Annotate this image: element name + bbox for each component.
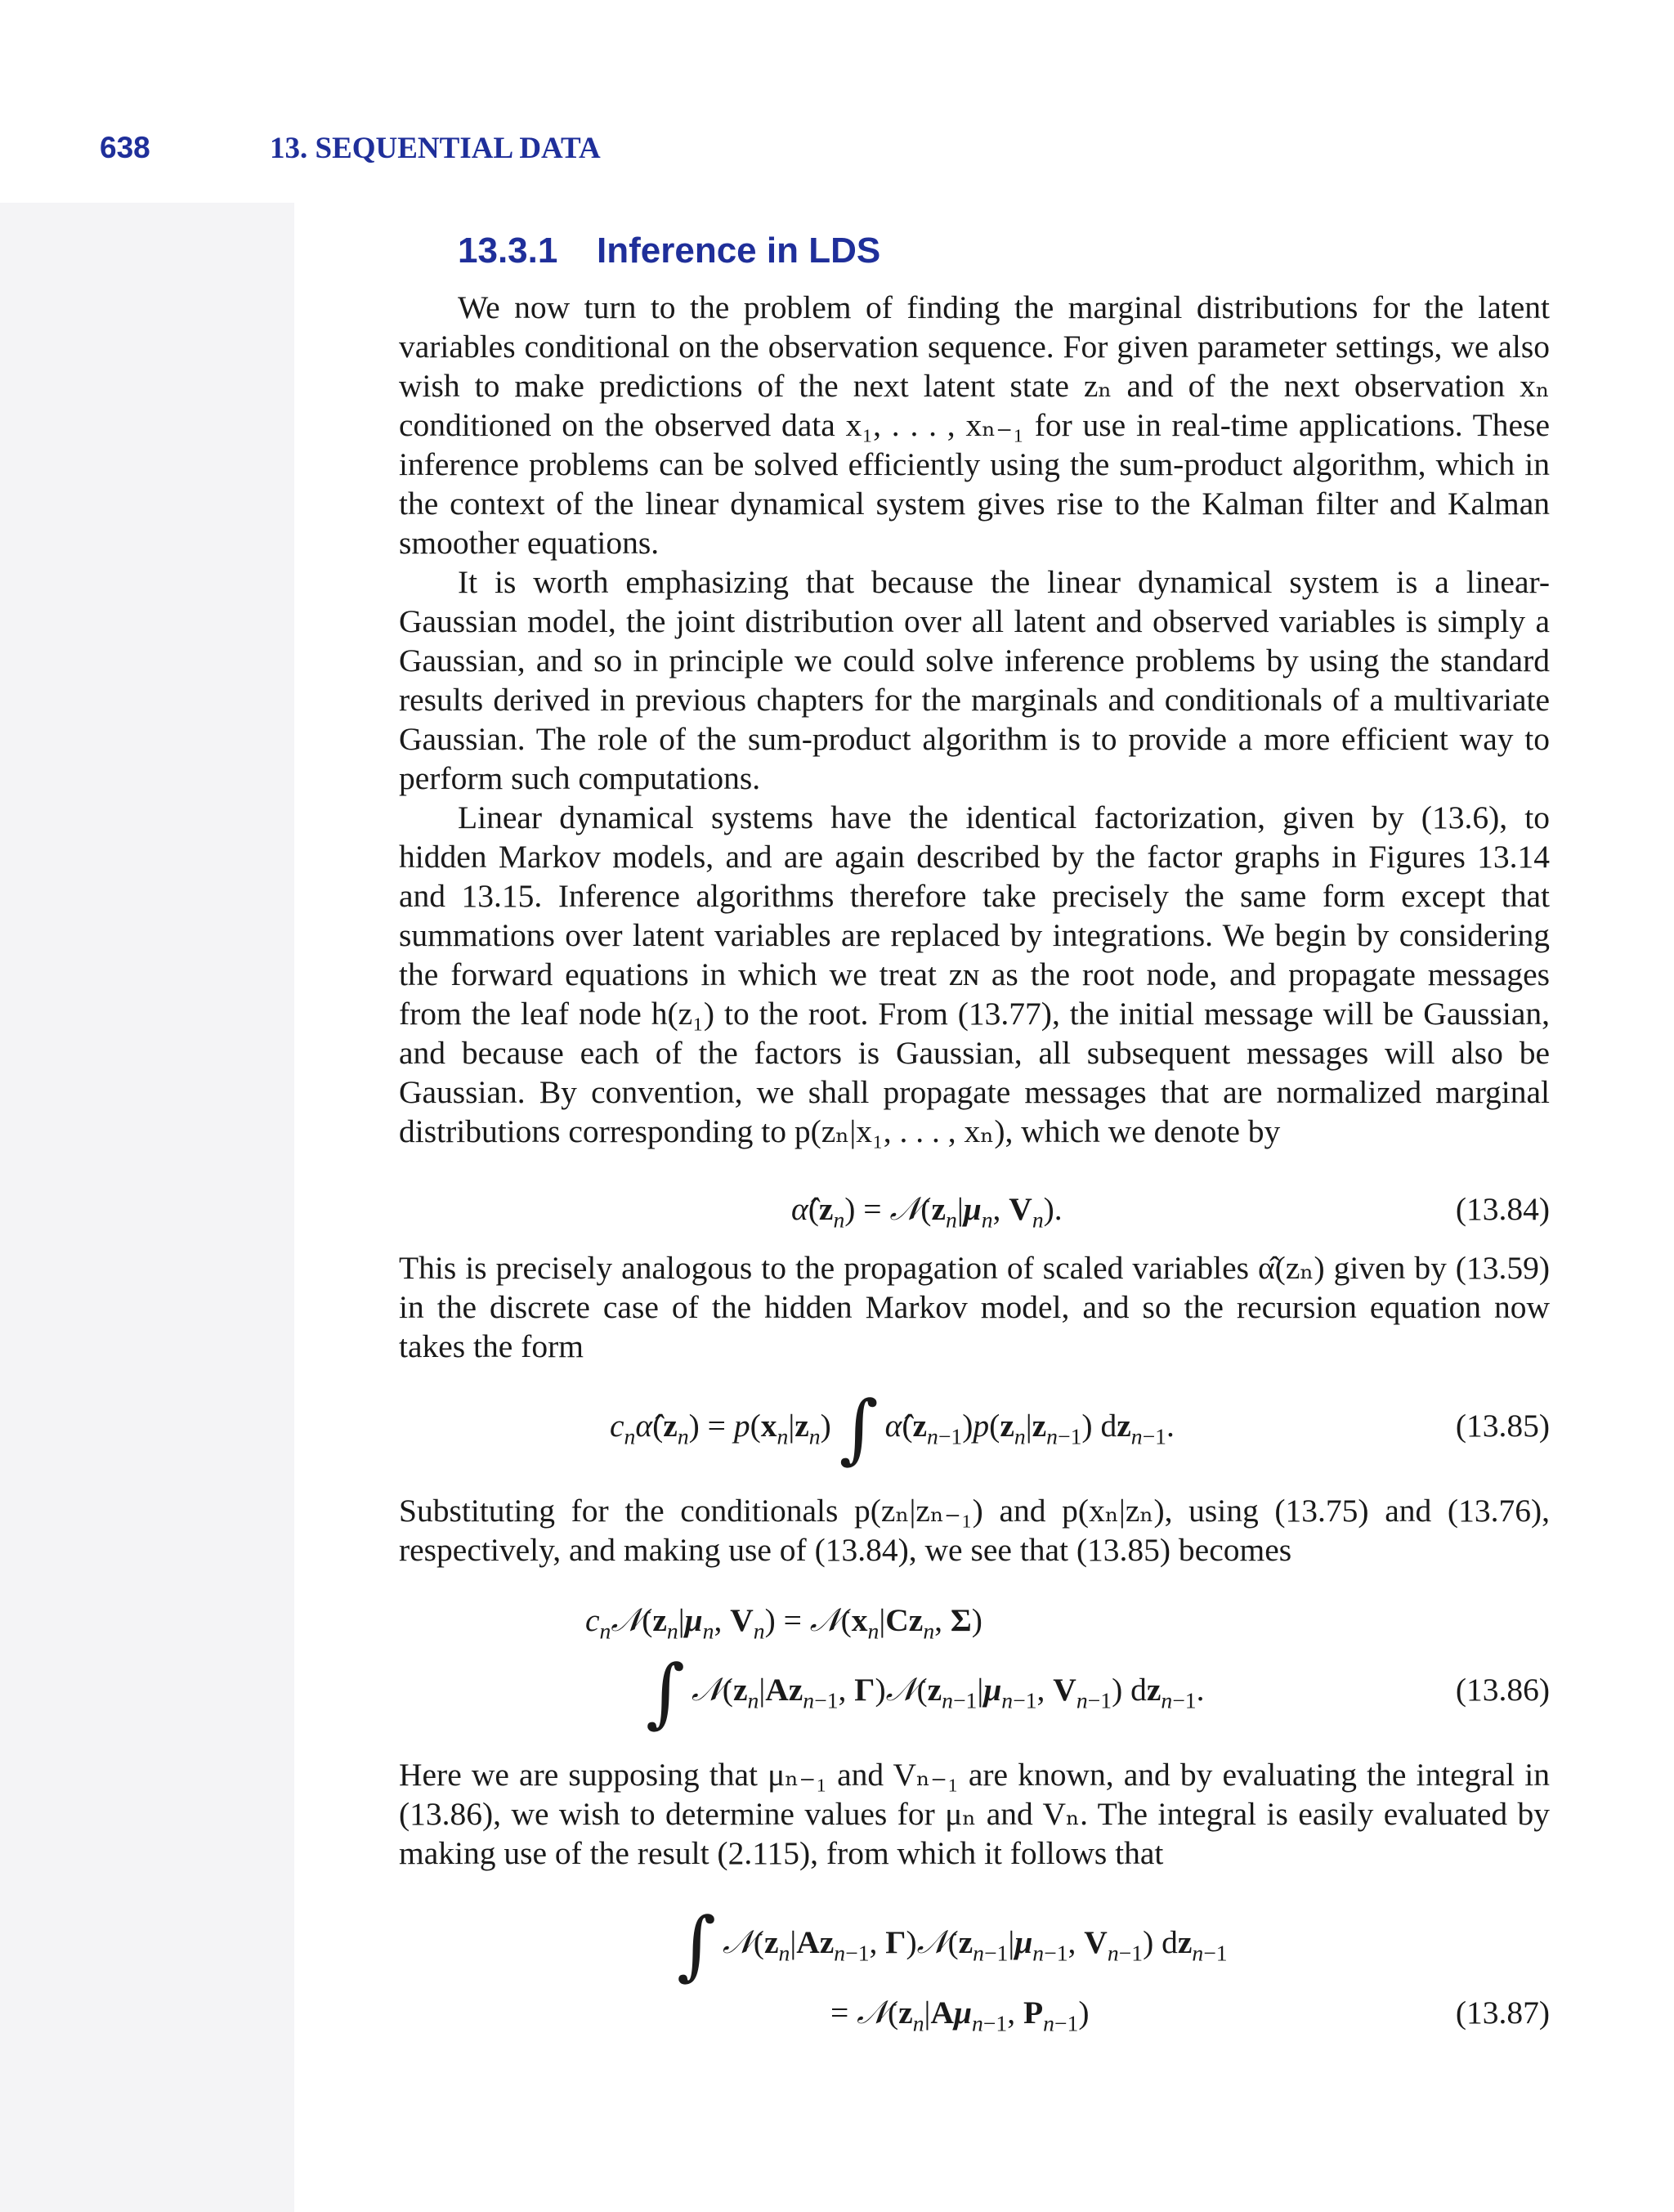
equation-13-86-line-1-body: $c_n𝒩(z_n|\mu_n$, $V_n$) = $𝒩(x_n|Cz_n$, Σ): [585, 1601, 982, 1644]
equation-13-85-body: $c_n\alphâ(z_n) = p(x_n|z_n)$ ∫ $\alphâ(z_{n-1})p(z_n|z_{n-1})$ $dz_{n-1}$.: [610, 1385, 1175, 1472]
equation-13-85-label: (13.85): [1455, 1408, 1550, 1444]
equation-13-87-line-2: [399, 1993, 1550, 2036]
equation-13-86-label: (13.86): [1455, 1672, 1550, 1708]
equation-13-87-label: (13.87): [1455, 1995, 1550, 2031]
body-text-block-2: [399, 1248, 1550, 1366]
paragraph-6: Here we are supposing that μₙ₋₁ and Vₙ₋₁ are known, and by evaluating the integral in (13.86), we wish to determine values for μₙ and Vₙ. The integral is easily evaluated by making use of the result (2.115), from which it follows that: [399, 1757, 1550, 1871]
paragraph-3: Linear dynamical systems have the identical factorization, given by (13.6), to hidden Markov models, and are again described by the factor graphs in Figures 13.14 and 13.15. Inference algorithms therefore take precisely the same form except that summations over latent variables are replaced by integrations. We begin by considering the forward equations in which we treat zɴ as the root node, and propagate messages from the leaf node h(z₁) to the root. From (13.77), the initial message will be Gaussian, and because each of the factors is Gaussian, all subsequent messages will also be Gaussian. By convention, we shall propagate messages that are normalized marginal distributions corresponding to p(zₙ|x₁, . . . , xₙ), which we denote by: [399, 799, 1550, 1149]
body-text-block-4: [399, 1755, 1550, 1873]
equation-13-85: [399, 1385, 1550, 1472]
body-text-block-3: [399, 1491, 1550, 1569]
margin-band: [0, 203, 294, 2212]
equation-13-84-label: (13.84): [1455, 1191, 1550, 1227]
equation-13-87-line-2-body: = $𝒩(z_n|A\mu_{n-1}$, $P_{n-1}$): [830, 1994, 1090, 2036]
equation-13-87-line-1: [399, 1901, 1550, 1989]
paragraph-5: Substituting for the conditionals p(zₙ|zₙ₋₁) and p(xₙ|zₙ), using (13.75) and (13.76), respectively, and making use of (13.84), we see that (13.85) becomes: [399, 1493, 1550, 1568]
equation-13-84: [399, 1189, 1550, 1233]
equation-13-86-line-2-body: ∫ $𝒩(z_n|Az_{n-1}$, $\Gamma)𝒩(z_{n-1}|\mu_{n-1}$, $V_{n-1}$) $dz_{n-1}$.: [646, 1649, 1205, 1736]
equation-13-86-line-2: [399, 1649, 1550, 1736]
section-title: Inference in LDS: [597, 231, 881, 271]
equation-13-86-line-1: [399, 1601, 1550, 1644]
body-text-block-1: [399, 288, 1550, 1151]
running-head: 13. SEQUENTIAL DATA: [270, 132, 601, 165]
equation-13-87-line-1-body: ∫ $𝒩(z_n|Az_{n-1}$, $\Gamma)𝒩(z_{n-1}|\mu_{n-1}$, $V_{n-1}$) $dz_{n-1}$: [677, 1901, 1228, 1989]
paragraph-2: It is worth emphasizing that because the linear dynamical system is a linear-Gaussian model, the joint distribution over all latent and observed variables is simply a Gaussian, and so in principle we could solve inference problems by using the standard results derived in previous chapters for the marginals and conditionals of a multivariate Gaussian. The role of the sum-product algorithm is to provide a more efficient way to perform such computations.: [399, 564, 1550, 796]
paragraph-1: We now turn to the problem of finding the marginal distributions for the latent variables conditional on the observation sequence. For given parameter settings, we also wish to make predictions of the next latent state zₙ and of the next observation xₙ conditioned on the observed data x₁, . . . , xₙ₋₁ for use in real-time applications. These inference problems can be solved efficiently using the sum-product algorithm, which in the context of the linear dynamical system gives rise to the Kalman filter and Kalman smoother equations.: [399, 289, 1550, 561]
section-number: 13.3.1: [458, 231, 558, 271]
equation-13-84-body: $\alphâ(z_n)$ = $𝒩(z_n|\mu_n$, $V_n$).: [791, 1190, 1063, 1233]
paragraph-4: This is precisely analogous to the propagation of scaled variables α̂(zₙ) given by (13.59) in the discrete case of the hidden Markov model, and so the recursion equation now takes the form: [399, 1250, 1550, 1364]
page-number: 638: [100, 131, 150, 164]
section-heading: [458, 231, 880, 271]
